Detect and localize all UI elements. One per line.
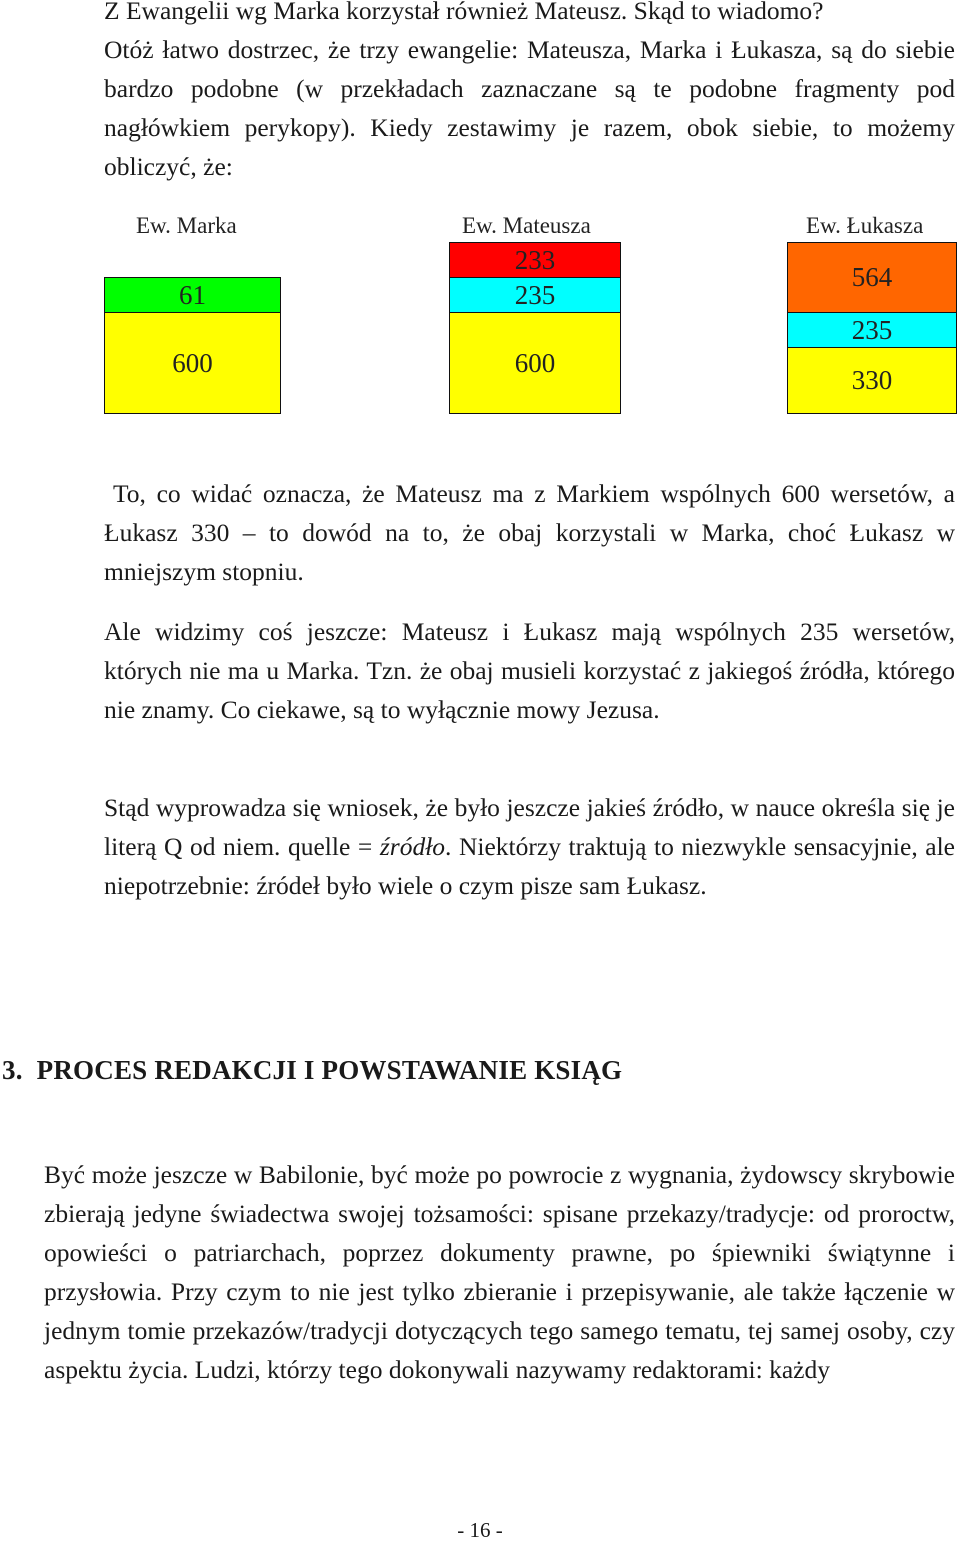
matthew-block-shared-value: 600 — [514, 347, 556, 378]
paragraph-common-verses: To, co widać oznacza, że Mateusz ma z Markiem wspólnych 600 wersetów, a Łukasz 330 – to dowód na to, że obaj korzystali w Marka, choć Łukasz w mniejszym stopniu. — [104, 479, 955, 586]
matthew-block-unique-value: 233 — [514, 244, 556, 275]
conclusion-text-b: . Niektórzy traktują to niezwykle sensacyjnie, ale niepotrzebnie: źródeł było wiele o czym pisze sam Łukasz. — [104, 832, 955, 900]
matthew-block-q-value: 235 — [514, 279, 556, 310]
section-number: 3. — [2, 1055, 23, 1085]
matthew-block-shared — [449, 312, 621, 414]
section-title: PROCES REDAKCJI I POWSTAWANIE KSIĄG — [36, 1055, 623, 1085]
intro-first-line: Z Ewangelii wg Marka korzystał również Mateusz. Skąd to wiadomo? — [104, 0, 824, 25]
paragraph-conclusion — [104, 788, 955, 905]
section-heading — [2, 1055, 622, 1086]
paragraph-q-source: Ale widzimy coś jeszcze: Mateusz i Łukasz mają wspólnych 235 wersetów, których nie ma u Marka. Tzn. że obaj musieli korzystać z jakiegoś źródła, którego nie znamy. Co ciekawe, są to wyłącznie mowy Jezusa. — [104, 617, 955, 724]
intro-paragraph — [104, 0, 955, 186]
conclusion-emphasis: źródło — [379, 832, 446, 861]
section-body: Być może jeszcze w Babilonie, być może po powrocie z wygnania, żydowscy skrybowie zbierają jedyne świadectwa swojej tożsamości: spisane przekazy/tradycje: od proroctw, opowieści o patriarchach, poprzez dokumenty prawne, po śpiewniki świątynne i przysłowia. Przy czym to nie jest tylko zbieranie i przepisywanie, ale także łączenie w jednym tomie przekazów/tradycji dotyczących tego samego tematu, tej samej osoby, czy aspektu życia. Ludzi, którzy tego dokonywali nazywamy redaktorami: każdy — [44, 1160, 955, 1384]
mark-block-unique — [104, 277, 281, 313]
column-label-luke: Ew. Łukasza — [806, 213, 924, 238]
mark-block-unique-value: 61 — [179, 279, 206, 310]
conclusion-text-a: Stąd wyprowadza się wniosek, że było jeszcze jakieś źródło, w nauce określa się je literą Q od niem. quelle = — [104, 793, 955, 861]
mark-block-shared-value: 600 — [172, 347, 213, 378]
column-label-mark: Ew. Marka — [136, 213, 237, 238]
intro-rest: Otóż łatwo dostrzec, że trzy ewangelie: Mateusza, Marka i Łukasza, są do siebie bardzo podobne (w przekładach zaznaczane są te podobne fragmenty pod nagłówkiem perykopy). Kiedy zestawimy je razem, obok siebie, to możemy obliczyć, że: — [104, 35, 955, 181]
luke-block-q-value: 235 — [851, 314, 893, 345]
luke-block-unique — [787, 242, 957, 313]
page-number: - 16 - — [457, 1518, 503, 1542]
column-label-matthew: Ew. Mateusza — [462, 213, 591, 238]
matthew-block-unique — [449, 242, 621, 278]
luke-block-shared-value: 330 — [851, 365, 893, 395]
luke-block-unique-value: 564 — [851, 262, 893, 292]
matthew-block-q — [449, 277, 621, 313]
luke-block-shared — [787, 347, 957, 414]
mark-block-shared — [104, 312, 281, 414]
luke-block-q — [787, 312, 957, 348]
